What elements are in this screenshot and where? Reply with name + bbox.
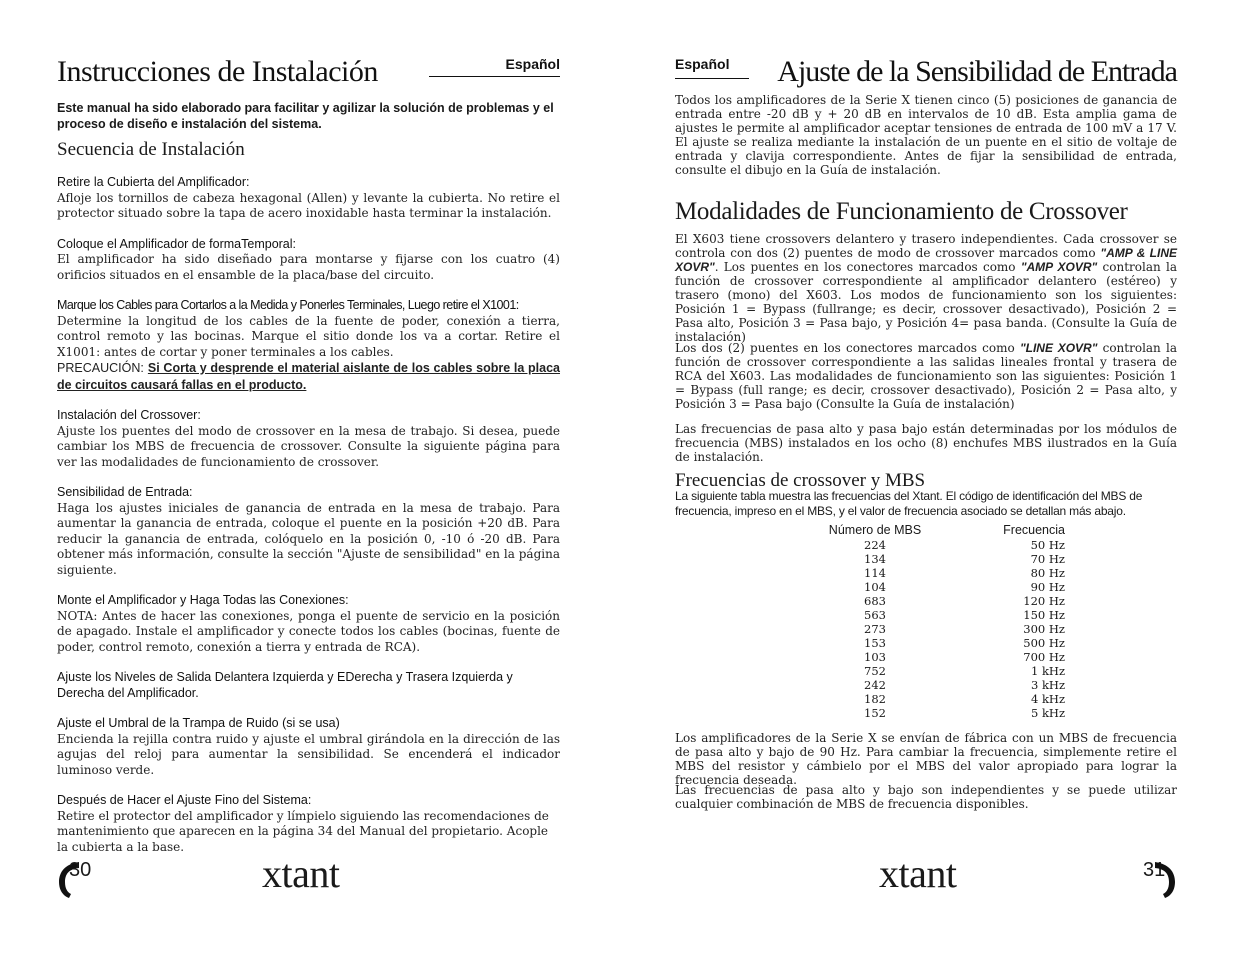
frequency: 700 Hz — [1023, 650, 1065, 664]
caution-text: Si Corta y desprende el material aislante de los cables sobre la placa de circuitos causará fallas en el producto. — [57, 361, 560, 392]
table-row — [805, 566, 1085, 580]
text-run: El X603 tiene crossovers delantero y trasero independientes. Cada crossover se controla con dos (2) puentes de modo de crossover marcados como — [675, 232, 1177, 260]
mbs-code: 224 — [864, 538, 886, 552]
page-title: Instrucciones de Instalación — [57, 55, 378, 88]
column-header: Número de MBS — [828, 523, 922, 537]
crossover-paragraph-2 — [675, 341, 1177, 411]
section-text: Ajuste los puentes del modo de crossover en la mesa de trabajo. Si desea, puede cambiar los MBS de frecuencia de crossover. Consulte la siguiente página para ver las modalidades de funcionamiento de crossover. — [57, 423, 560, 469]
mbs-code: 104 — [864, 580, 886, 594]
section-6 — [57, 593, 560, 655]
mbs-code: 114 — [864, 566, 886, 580]
install-sections — [57, 175, 560, 870]
page-title: Ajuste de la Sensibilidad de Entrada — [777, 55, 1177, 88]
section-heading: Monte el Amplificador y Haga Todas las Conexiones: — [57, 593, 349, 607]
mbs-title: Frecuencias de crossover y MBS — [675, 470, 926, 491]
table-row — [805, 692, 1085, 706]
header-rule — [429, 76, 560, 77]
mbs-code: 153 — [864, 636, 886, 650]
table-row — [805, 552, 1085, 566]
frequency: 120 Hz — [1023, 594, 1065, 608]
crossover-paragraph-1 — [675, 232, 1177, 344]
frequency: 50 Hz — [1030, 538, 1065, 552]
mbs-table — [805, 523, 1085, 720]
factory-setting-text: Los amplificadores de la Serie X se envían de fábrica con un MBS de frecuencia de pasa alto y bajo de 90 Hz. Para cambiar la frecuencia, simplemente retire el MBS del resistor y cámbielo por el MBS del valor apropiado para lograr la frecuencia deseada. — [675, 731, 1177, 787]
page-number: 31 — [1143, 859, 1166, 881]
caution-paragraph — [57, 360, 560, 393]
mbs-code: 134 — [864, 552, 886, 566]
text-run: Los dos (2) puentes en los conectores marcados como — [675, 341, 1020, 355]
mbs-code: 752 — [864, 664, 886, 678]
section-heading: Coloque el Amplificador de formaTemporal: — [57, 236, 297, 251]
jumper-label: "AMP & LINE XOVR" — [675, 246, 1178, 274]
section-text: NOTA: Antes de hacer las conexiones, ponga el puente de servicio en la posición de apagado. Instale el amplificador y conecte todos los cables (bocinas, fuente de poder, control remoto, conexión a tierra y entrada de RCA). — [57, 608, 560, 654]
section-7 — [57, 670, 560, 701]
column-header: Frecuencia — [1003, 523, 1065, 537]
text-run: . Los puentes en los conectores marcados como — [714, 260, 1021, 274]
left-page — [57, 0, 560, 954]
section-heading: Instalación del Crossover: — [57, 408, 201, 422]
frequency: 70 Hz — [1030, 552, 1065, 566]
mbs-code: 182 — [864, 692, 886, 706]
page-number: 30 — [69, 859, 92, 881]
table-header-row — [805, 523, 1085, 538]
brand-logo: xtant — [262, 851, 340, 896]
mbs-code: 683 — [864, 594, 886, 608]
jumper-label: "AMP XOVR" — [1020, 260, 1098, 274]
language-label: Español — [675, 56, 730, 72]
mbs-code: 273 — [864, 622, 886, 636]
frequency: 80 Hz — [1030, 566, 1065, 580]
mbs-code: 103 — [864, 650, 886, 664]
section-heading: Retire la Cubierta del Amplificador: — [57, 175, 250, 189]
section-heading: Ajuste el Umbral de la Trampa de Ruido (si se usa) — [57, 716, 340, 730]
section-heading: Sensibilidad de Entrada: — [57, 485, 193, 499]
frequency: 1 kHz — [1030, 664, 1065, 678]
frequency: 300 Hz — [1023, 622, 1065, 636]
text-run: controlan la función de crossover correspondiente al amplificador delantero (estéreo) y trasero (mono) del X603. Los modos de funcionamiento son los siguientes: Posición 1 = Bypass (fullrange; es decir, crossover desactivado), Posición 2 = Pasa alto, Posición 3 = Pasa bajo, y Posición 4= pasa banda. (Consulte la Guía de instalación) — [675, 260, 1177, 344]
section-heading: Ajuste los Niveles de Salida Delantera Izquierda y EDerecha y Trasera Izquierda y Derecha del Amplificador. — [57, 670, 513, 700]
frequency: 4 kHz — [1030, 692, 1065, 706]
language-label: Español — [505, 56, 560, 72]
section-9 — [57, 793, 560, 855]
section-text: Haga los ajustes iniciales de ganancia de entrada en la mesa de trabajo. Para aumentar la ganancia de entrada, coloque el puente en la posición +20 dB. Para reducir la ganancia de entrada, colóquelo en la posición 0, -10 ó -20 dB. Para obtener más información, consulte la sección "Ajuste de sensibilidad" en la página siguiente. — [57, 500, 560, 577]
frequency: 90 Hz — [1030, 580, 1065, 594]
page-corner-icon — [1149, 860, 1177, 900]
section-1 — [57, 175, 560, 222]
frequency: 500 Hz — [1023, 636, 1065, 650]
mbs-code: 242 — [864, 678, 886, 692]
table-row — [805, 650, 1085, 664]
frequency: 3 kHz — [1030, 678, 1065, 692]
table-row — [805, 678, 1085, 692]
section-8 — [57, 716, 560, 778]
section-3 — [57, 298, 560, 393]
section-text: Afloje los tornillos de cabeza hexagonal (Allen) y levante la cubierta. No retire el protector situado sobre la tapa de acero inoxidable hasta terminar la instalación. — [57, 190, 560, 220]
table-row — [805, 538, 1085, 552]
section-4 — [57, 408, 560, 470]
table-row — [805, 622, 1085, 636]
crossover-paragraph-3: Las frecuencias de pasa alto y pasa bajo están determinadas por los módulos de frecuencia (MBS) instalados en los ocho (8) enchufes MBS ilustrados en la Guía de instalación. — [675, 422, 1177, 464]
section-5 — [57, 485, 560, 578]
table-row — [805, 636, 1085, 650]
caution-label: PRECAUCIÓN: — [57, 361, 144, 375]
jumper-label: "LINE XOVR" — [1019, 341, 1098, 355]
table-intro: La siguiente tabla muestra las frecuencias del Xtant. El código de identificación del MBS de frecuencia, impreso en el MBS, y el valor de frecuencia asociado se detallan más abajo. — [675, 489, 1143, 518]
frequency: 5 kHz — [1030, 706, 1065, 720]
crossover-title: Modalidades de Funcionamiento de Crossover — [675, 198, 1128, 225]
table-row — [805, 706, 1085, 720]
section-text: Determine la longitud de los cables de la fuente de poder, conexión a tierra, control remoto y las bocinas. Marque el sitio donde los va a cortar. Retire el X1001: antes de cortar y poner terminales a los cables. — [57, 313, 560, 359]
brand-logo: xtant — [879, 851, 957, 896]
mbs-code: 563 — [864, 608, 886, 622]
section-text: Encienda la rejilla contra ruido y ajuste el umbral girándola en la dirección de las agujas del reloj para aumentar la sensibilidad. Se encenderá el indicador luminoso verde. — [57, 731, 560, 777]
header-rule — [675, 78, 749, 79]
left-header — [57, 54, 560, 86]
mbs-code: 152 — [864, 706, 886, 720]
section-text: Retire el protector del amplificador y límpielo siguiendo las recomendaciones de mantenimiento que aparecen en la página 34 del Manual del propietario. Acople la cubierta a la base. — [57, 808, 549, 854]
frequency: 150 Hz — [1023, 608, 1065, 622]
table-row — [805, 594, 1085, 608]
intro-text: Este manual ha sido elaborado para facilitar y agilizar la solución de problemas y el proceso de diseño e instalación del sistema. — [57, 101, 554, 131]
table-row — [805, 664, 1085, 678]
table-row — [805, 608, 1085, 622]
section-text: El amplificador ha sido diseñado para montarse y fijarse con los cuatro (4) orificios situados en el ensamble de la placa/base del circuito. — [57, 252, 560, 282]
independent-text: Las frecuencias de pasa alto y bajo son independientes y se puede utilizar cualquier combinación de MBS de frecuencia disponibles. — [675, 783, 1177, 811]
table-row — [805, 580, 1085, 594]
section-2 — [57, 237, 560, 284]
text-run: controlan la función de crossover correspondiente a las salidas lineales frontal y trasera de RCA del X603. Las modalidades de funcionamiento son las siguientes: Posición 1 = Bypass (full range; es decir, crossover desactivado), Posición 2 = Pasa alto, y Posición 3 = Pasa bajo (Consulte la Guía de instalación) — [675, 341, 1177, 411]
sensitivity-text: Todos los amplificadores de la Serie X tienen cinco (5) posiciones de ganancia de entrada entre -20 dB y + 20 dB en intervalos de 10 dB. Esta amplia gama de ajustes le permite al amplificador aceptar tensiones de entrada de 100 mV a 17 V. El ajuste se realiza mediante la instalación de un puente en el sitio de voltaje de entrada y clavija correspondiente. Antes de fijar la sensibilidad de entrada, consulte el dibujo en la Guía de instalación. — [675, 93, 1177, 177]
section-subtitle: Secuencia de Instalación — [57, 139, 245, 160]
right-header — [675, 54, 1177, 88]
section-heading: Después de Hacer el Ajuste Fino del Sistema: — [57, 793, 312, 807]
right-page — [675, 0, 1177, 954]
section-heading: Marque los Cables para Cortarlos a la Medida y Ponerles Terminales, Luego retire el X1001: — [57, 298, 519, 312]
